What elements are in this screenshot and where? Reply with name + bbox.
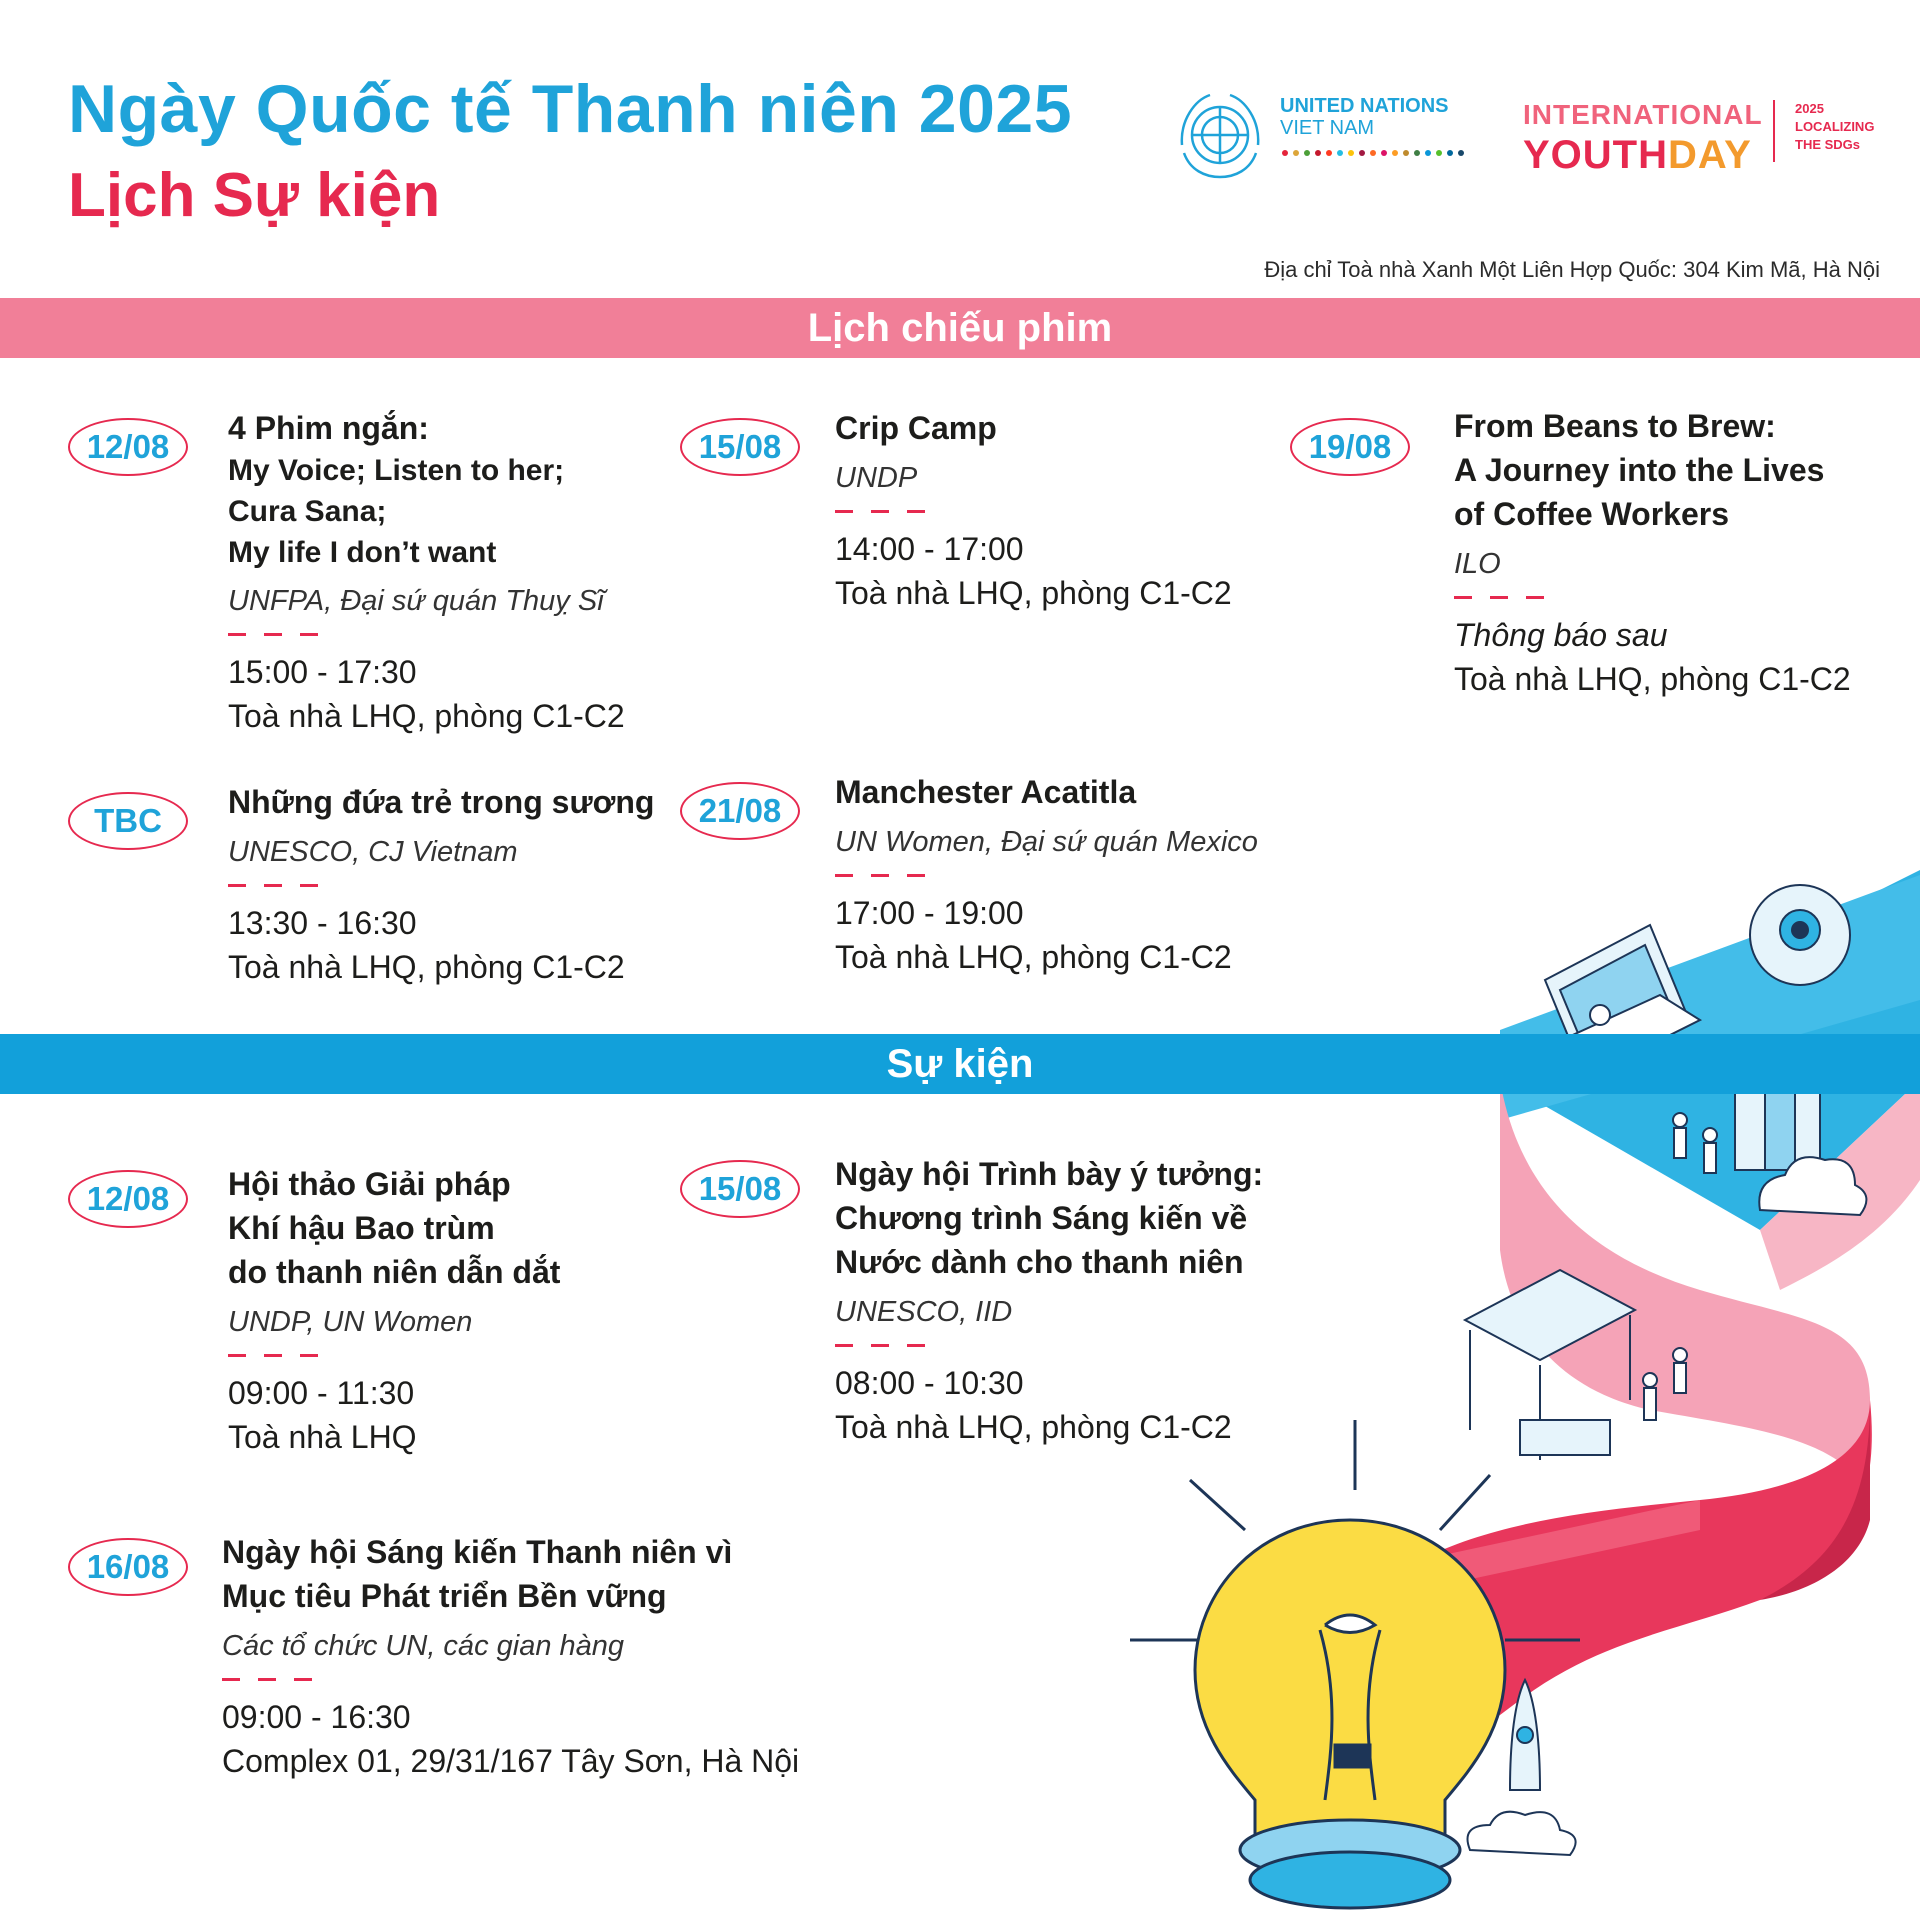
event-place: Toà nhà LHQ, phòng C1-C2 [835,1409,1232,1445]
page-title: Ngày Quốc tế Thanh niên 2025 [68,71,1073,147]
film-title-line: Crip Camp [835,410,997,446]
dash-divider [228,633,318,636]
film-time: 13:30 - 16:30 [228,905,417,941]
film-entry [1454,404,1851,701]
film-organizer: ILO [1454,548,1501,580]
film-title-line: My Voice; Listen to her; [228,454,565,487]
dash-divider [228,1354,318,1357]
event-title-line: Nước dành cho thanh niên [835,1244,1244,1280]
film-entry [835,770,1258,979]
dash-divider [835,874,925,877]
event-title-line: do thanh niên dẫn dắt [228,1254,561,1290]
dash-divider [835,1344,925,1347]
iyd-tag2: THE SDGs [1795,137,1861,152]
film-title-line: From Beans to Brew: [1454,408,1776,444]
event-title-line: Chương trình Sáng kiến về [835,1200,1248,1236]
event-place: Complex 01, 29/31/167 Tây Sơn, Hà Nội [222,1743,800,1779]
un-logo-line2: VIET NAM [1280,117,1375,139]
event-date-badge: 15/08 [680,1160,800,1218]
film-organizer: UNDP [835,462,918,494]
event-place: Toà nhà LHQ [228,1419,417,1455]
dash-divider [222,1678,312,1681]
film-entry [835,406,1232,615]
film-place: Toà nhà LHQ, phòng C1-C2 [1454,661,1851,697]
film-date-badge: 21/08 [680,782,800,840]
film-entry [228,780,654,989]
film-place: Toà nhà LHQ, phòng C1-C2 [835,575,1232,611]
un-emblem-icon [1170,85,1270,185]
film-time: 14:00 - 17:00 [835,531,1024,567]
iyd-logo-tagline [1795,100,1874,154]
event-time: 08:00 - 10:30 [835,1365,1024,1401]
events-section-header: Sự kiện [0,1034,1920,1094]
event-time: 09:00 - 11:30 [228,1375,415,1411]
event-date-badge: 16/08 [68,1538,188,1596]
film-date-badge: 15/08 [680,418,800,476]
film-organizer: UN Women, Đại sứ quán Mexico [835,826,1258,858]
event-title-line: Hội thảo Giải pháp [228,1166,511,1202]
film-date-badge: 12/08 [68,418,188,476]
film-time: 17:00 - 19:00 [835,895,1024,931]
event-entry [222,1530,799,1783]
film-time: 15:00 - 17:30 [228,654,417,690]
film-entry [228,406,625,738]
event-time: 09:00 - 16:30 [222,1699,411,1735]
film-title-line: Những đứa trẻ trong sương [228,784,655,820]
iyd-tag1: LOCALIZING [1795,119,1875,134]
film-section-header: Lịch chiếu phim [0,298,1920,358]
venue-address: Địa chỉ Toà nhà Xanh Một Liên Hợp Quốc: 304 Kim Mã, Hà Nội [1264,257,1880,282]
film-time: Thông báo sau [1454,617,1668,653]
iyd-logo-day: DAY [1668,133,1752,177]
event-organizer: Các tổ chức UN, các gian hàng [222,1630,625,1662]
film-place: Toà nhà LHQ, phòng C1-C2 [228,698,625,734]
film-date-badge: 19/08 [1290,418,1410,476]
un-vietnam-logo-text [1280,95,1449,139]
event-entry [835,1152,1263,1449]
international-youth-day-logo [1523,95,1763,175]
page-subtitle: Lịch Sự kiện [68,161,441,230]
event-organizer: UNDP, UN Women [228,1306,473,1338]
film-place: Toà nhà LHQ, phòng C1-C2 [835,939,1232,975]
un-logo-line1: UNITED NATIONS [1280,95,1449,117]
dash-divider [1454,596,1544,599]
film-organizer: UNFPA, Đại sứ quán Thuỵ Sĩ [228,585,604,617]
film-title-line: My life I don’t want [228,536,497,569]
film-place: Toà nhà LHQ, phòng C1-C2 [228,949,625,985]
film-title-line: A Journey into the Lives [1454,452,1825,488]
film-organizer: UNESCO, CJ Vietnam [228,836,518,868]
iyd-logo-youth: YOUTH [1523,133,1668,177]
iyd-year: 2025 [1795,101,1824,116]
event-date-badge: 12/08 [68,1170,188,1228]
film-title-line: 4 Phim ngắn: [228,410,429,446]
iyd-logo-line1: INTERNATIONAL [1523,99,1763,130]
dash-divider [835,510,925,513]
event-title-line: Ngày hội Sáng kiến Thanh niên vì [222,1534,733,1570]
film-title-line: Manchester Acatitla [835,774,1137,810]
event-entry [228,1162,560,1459]
event-title-line: Mục tiêu Phát triển Bền vững [222,1578,667,1614]
event-title-line: Khí hậu Bao trùm [228,1210,495,1246]
film-title-line: Cura Sana; [228,495,387,528]
film-title-line: of Coffee Workers [1454,496,1730,532]
sdg-dots [1282,150,1464,156]
film-date-badge: TBC [68,792,188,850]
event-title-line: Ngày hội Trình bày ý tưởng: [835,1156,1264,1192]
event-organizer: UNESCO, IID [835,1296,1013,1328]
dash-divider [228,884,318,887]
logo-divider [1773,100,1775,162]
